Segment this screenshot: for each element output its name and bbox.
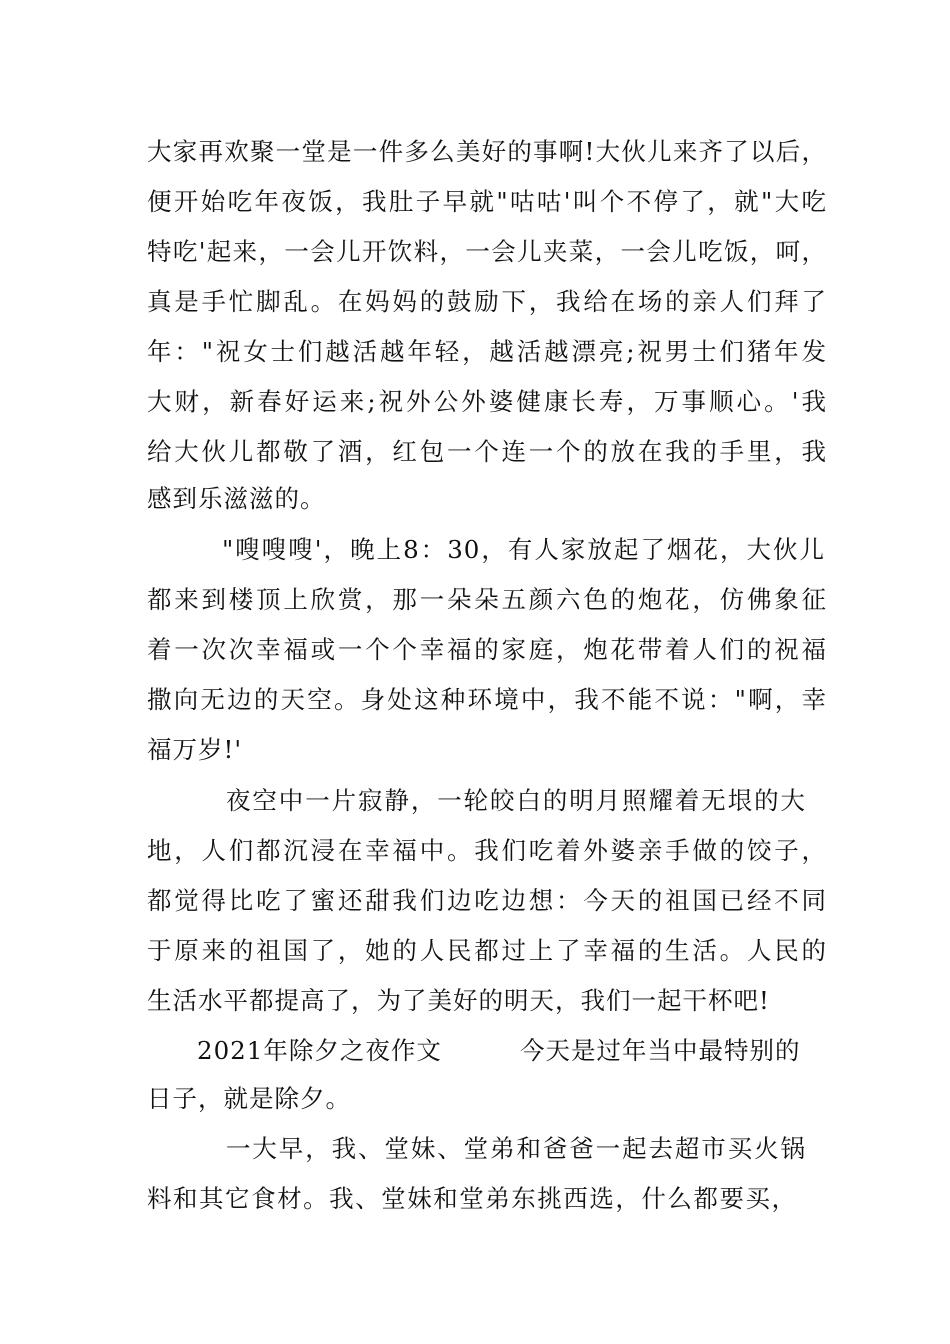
paragraph-line: 便开始吃年夜饭，我肚子早就"咕咕'叫个不停了，就"大吃 bbox=[147, 187, 827, 216]
paragraph-line: 福万岁!' bbox=[147, 735, 243, 764]
paragraph-line: 生活水平都提高了，为了美好的明天，我们一起干杯吧! bbox=[147, 986, 770, 1015]
paragraph-line: 于原来的祖国了，她的人民都过上了幸福的生活。人民的 bbox=[147, 936, 827, 965]
paragraph-line: 都觉得比吃了蜜还甜我们边吃边想：今天的祖国已经不同 bbox=[147, 886, 827, 915]
paragraph-line: 给大伙儿都敬了酒，红包一个连一个的放在我的手里，我 bbox=[147, 437, 827, 466]
paragraph-line: 特吃'起来，一会儿开饮料，一会儿夹菜，一会儿吃饭，呵， bbox=[147, 237, 827, 266]
paragraph-line: 今天是过年当中最特别的 bbox=[520, 1036, 801, 1065]
paragraph-line: 年："祝女士们越活越年轻，越活越漂亮;祝男士们猪年发 bbox=[147, 337, 827, 366]
paragraph-line: 地，人们都沉浸在幸福中。我们吃着外婆亲手做的饺子， bbox=[147, 836, 827, 865]
paragraph-line: 料和其它食材。我、堂妹和堂弟东挑西选，什么都要买， bbox=[147, 1184, 797, 1213]
paragraph-line: 真是手忙脚乱。在妈妈的鼓励下，我给在场的亲人们拜了 bbox=[147, 287, 827, 316]
paragraph-line: 一大早，我、堂妹、堂弟和爸爸一起去超市买火锅 bbox=[226, 1134, 806, 1163]
paragraph-line: 大财，新春好运来;祝外公外婆健康长寿，万事顺心。'我 bbox=[147, 387, 827, 416]
paragraph-line: 日子，就是除夕。 bbox=[147, 1084, 351, 1113]
article-title: 2021年除夕之夜作文 bbox=[197, 1036, 442, 1065]
paragraph-line: "嗖嗖嗖'，晚上8：30，有人家放起了烟花，大伙儿 bbox=[222, 535, 825, 564]
paragraph-line: 撒向无边的天空。身处这种环境中，我不能不说："啊，幸 bbox=[147, 685, 827, 714]
paragraph-line: 着一次次幸福或一个个幸福的家庭，炮花带着人们的祝福 bbox=[147, 635, 827, 664]
paragraph-line: 感到乐滋滋的。 bbox=[147, 484, 326, 513]
paragraph-line: 夜空中一片寂静，一轮皎白的明月照耀着无垠的大 bbox=[226, 786, 806, 815]
paragraph-line: 都来到楼顶上欣赏，那一朵朵五颜六色的炮花，仿佛象征 bbox=[147, 585, 827, 614]
paragraph-line: 大家再欢聚一堂是一件多么美好的事啊!大伙儿来齐了以后， bbox=[147, 137, 827, 166]
